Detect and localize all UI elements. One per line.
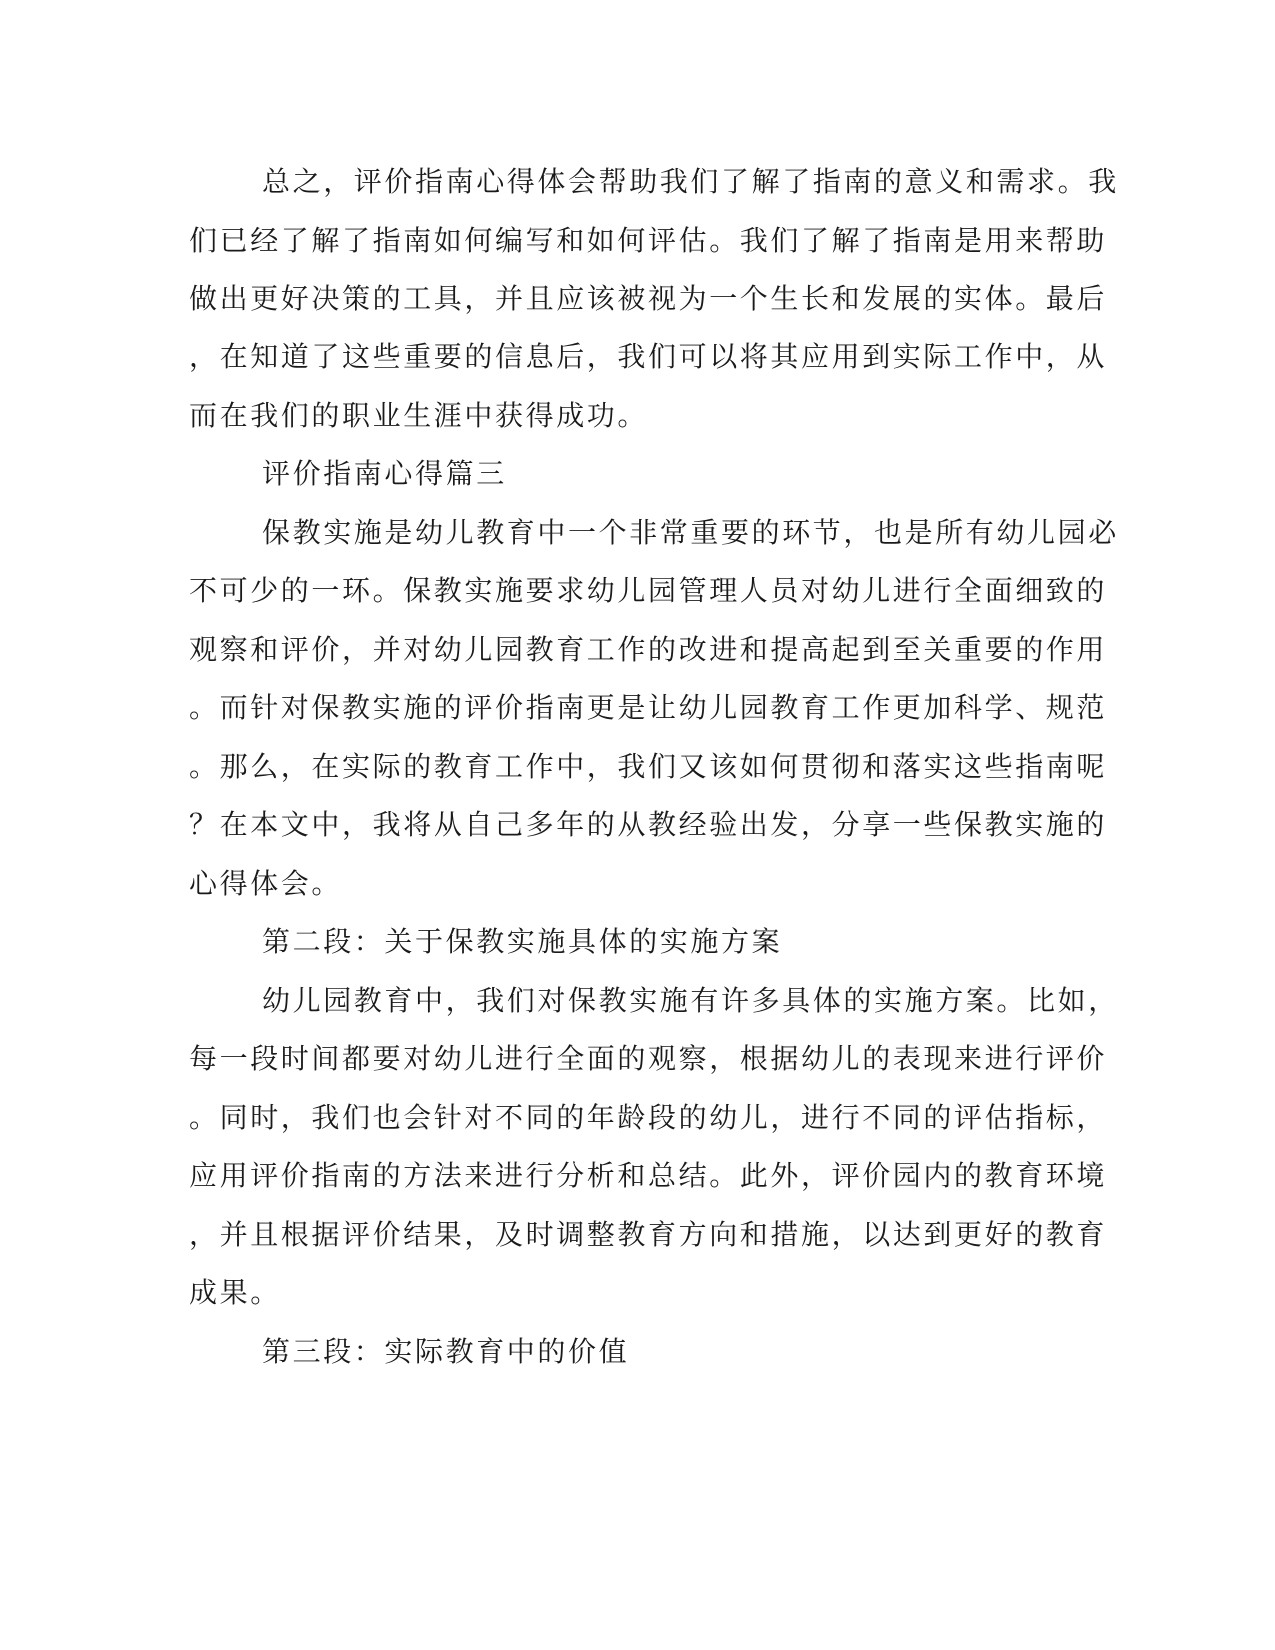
paragraph-line: 成果。: [189, 1276, 281, 1309]
paragraph-line: 。同时，我们也会针对不同的年龄段的幼儿，进行不同的评估指标，: [189, 1101, 1108, 1134]
paragraph-line: ？在本文中，我将从自己多年的从教经验出发，分享一些保教实施的: [189, 808, 1108, 841]
section-heading: 第三段：实际教育中的价值: [262, 1335, 630, 1368]
paragraph-line: 每一段时间都要对幼儿进行全面的观察，根据幼儿的表现来进行评价: [189, 1042, 1108, 1075]
paragraph-line: 观察和评价，并对幼儿园教育工作的改进和提高起到至关重要的作用: [189, 633, 1108, 666]
paragraph-line: 幼儿园教育中，我们对保教实施有许多具体的实施方案。比如，: [262, 984, 1119, 1017]
paragraph-line: 们已经了解了指南如何编写和如何评估。我们了解了指南是用来帮助: [189, 224, 1108, 257]
section-heading: 第二段：关于保教实施具体的实施方案: [262, 925, 783, 958]
paragraph-line: 总之，评价指南心得体会帮助我们了解了指南的意义和需求。我: [262, 165, 1119, 198]
paragraph-line: 心得体会。: [189, 867, 343, 900]
paragraph-line: 保教实施是幼儿教育中一个非常重要的环节，也是所有幼儿园必: [262, 516, 1119, 549]
paragraph-line: 应用评价指南的方法来进行分析和总结。此外，评价园内的教育环境: [189, 1159, 1108, 1192]
paragraph-line: 做出更好决策的工具，并且应该被视为一个生长和发展的实体。最后: [189, 282, 1108, 315]
paragraph-line: 而在我们的职业生涯中获得成功。: [189, 399, 649, 432]
paragraph-line: 。那么，在实际的教育工作中，我们又该如何贯彻和落实这些指南呢: [189, 750, 1108, 783]
paragraph-line: ，并且根据评价结果，及时调整教育方向和措施，以达到更好的教育: [189, 1218, 1108, 1251]
paragraph-line: ，在知道了这些重要的信息后，我们可以将其应用到实际工作中，从: [189, 340, 1108, 373]
paragraph-line: 。而针对保教实施的评价指南更是让幼儿园教育工作更加科学、规范: [189, 691, 1108, 724]
paragraph-line: 不可少的一环。保教实施要求幼儿园管理人员对幼儿进行全面细致的: [189, 574, 1108, 607]
section-heading: 评价指南心得篇三: [262, 457, 507, 490]
